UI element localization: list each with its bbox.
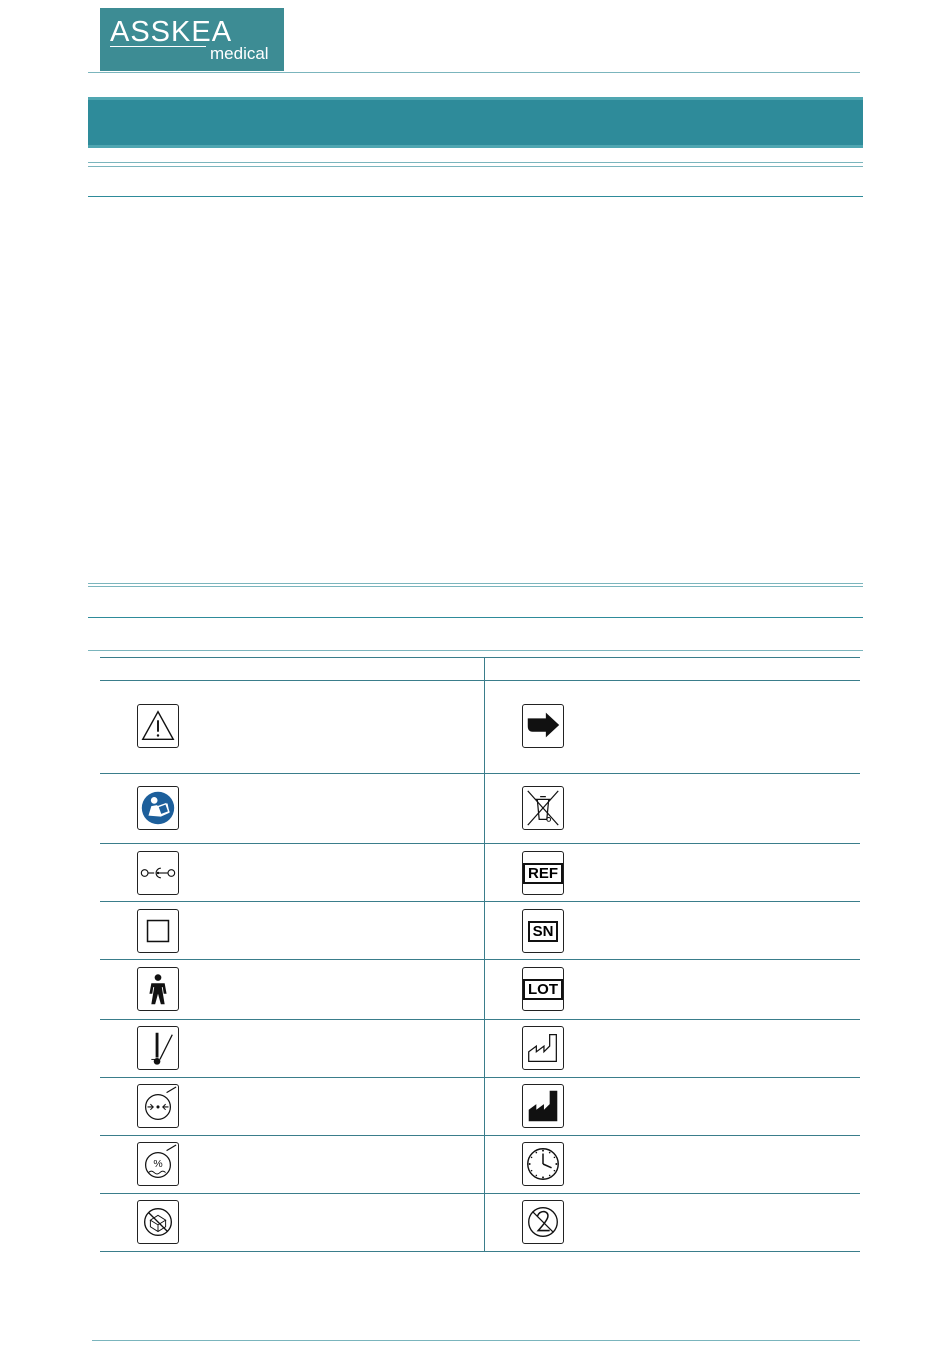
footer-rule	[92, 1340, 860, 1341]
ref-catalog-icon	[522, 851, 564, 895]
dc-polarity-icon	[137, 851, 179, 895]
table-row-line	[100, 1077, 860, 1078]
rule-7	[88, 650, 863, 651]
table-row-line	[100, 1193, 860, 1194]
weee-crossed-bin-icon	[522, 786, 564, 830]
serial-number-icon	[522, 909, 564, 953]
rule-4	[88, 583, 863, 584]
rule-5	[88, 586, 863, 587]
logo-underline	[110, 46, 206, 47]
table-row-line	[100, 773, 860, 774]
manufacture-date-icon	[522, 1026, 564, 1070]
humidity-limit-icon	[137, 1142, 179, 1186]
sn-label: SN	[528, 921, 559, 942]
table-top-line	[100, 657, 860, 658]
lot-number-icon	[522, 967, 564, 1011]
class-ii-double-square-icon	[137, 909, 179, 953]
table-bottom-line	[100, 1251, 860, 1252]
do-not-use-damaged-package-icon	[137, 1200, 179, 1244]
read-manual-icon	[137, 786, 179, 830]
svg-text:%: %	[153, 1158, 163, 1170]
temperature-limit-icon	[137, 1026, 179, 1070]
rule-3	[88, 196, 863, 197]
section-banner	[88, 97, 863, 148]
warning-triangle-icon	[137, 704, 179, 748]
do-not-reuse-icon	[522, 1200, 564, 1244]
table-row-line	[100, 959, 860, 960]
table-row-line	[100, 843, 860, 844]
table-row-line	[100, 901, 860, 902]
type-bf-body-icon	[137, 967, 179, 1011]
rule-6	[88, 617, 863, 618]
rule-2	[88, 166, 863, 167]
brand-logo	[100, 8, 284, 71]
table-header-line	[100, 680, 860, 681]
arrow-right-icon	[522, 704, 564, 748]
logo-name: ASSKEA	[110, 16, 233, 48]
table-row-line	[100, 1135, 860, 1136]
lot-label: LOT	[523, 979, 563, 1000]
pressure-limit-icon	[137, 1084, 179, 1128]
use-by-clock-icon	[522, 1142, 564, 1186]
table-row-line	[100, 1019, 860, 1020]
ref-label: REF	[523, 863, 563, 884]
header-rule	[88, 72, 860, 73]
manufacturer-icon	[522, 1084, 564, 1128]
logo-subtitle: medical	[210, 44, 269, 63]
rule-1	[88, 162, 863, 163]
table-column-divider	[484, 657, 485, 1251]
